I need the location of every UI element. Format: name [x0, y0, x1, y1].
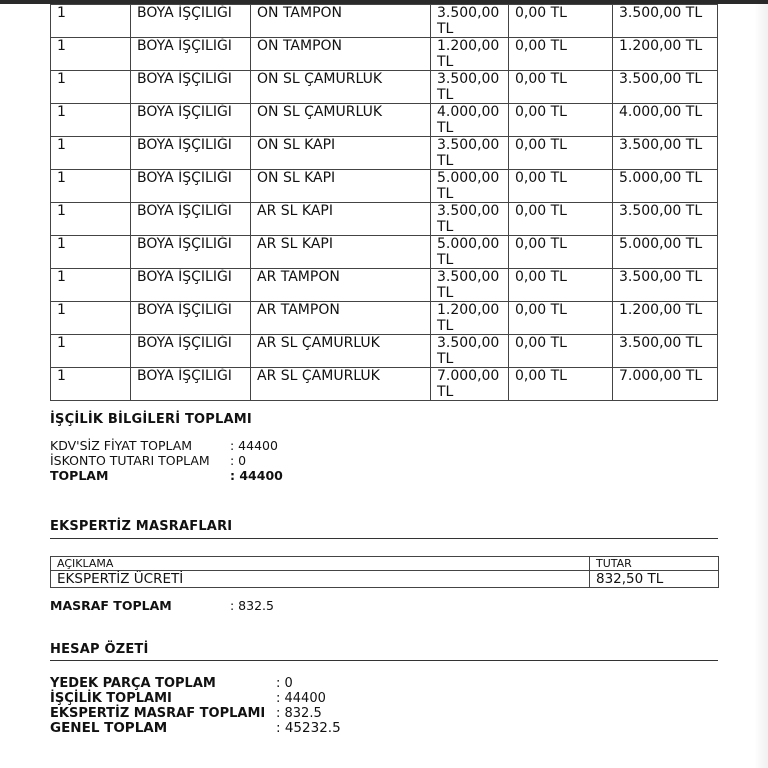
expertise-title: EKSPERTİZ MASRAFLARI — [50, 519, 233, 534]
labor-type-cell: BOYA İŞÇILIĞI — [131, 236, 251, 269]
labor-part-cell: ÖN SL ÇAMURLUK — [251, 71, 431, 104]
table-row — [51, 236, 718, 269]
photo-shade — [754, 0, 768, 768]
labor-table — [50, 4, 717, 401]
labor-part-cell: ÖN SL KAPI — [251, 137, 431, 170]
labor-qty-cell: 1 — [51, 5, 131, 38]
labor-type-cell: BOYA İŞÇILIĞI — [131, 203, 251, 236]
labor-part-cell: AR SL ÇAMURLUK — [251, 335, 431, 368]
labor-total-cell: 5.000,00 TL — [613, 236, 718, 269]
labor-part-cell: AR SL KAPI — [251, 203, 431, 236]
labor-part-cell: AR TAMPON — [251, 269, 431, 302]
labor-price-cell: 3.500,00 TL — [431, 71, 509, 104]
labor-price-cell: 4.000,00 TL — [431, 104, 509, 137]
table-row — [51, 71, 718, 104]
labor-price-cell: 3.500,00 TL — [431, 269, 509, 302]
account-summary-title: HESAP ÖZETİ — [50, 642, 149, 657]
labor-discount-cell: 0,00 TL — [509, 170, 613, 203]
labor-type-cell: BOYA İŞÇILIĞI — [131, 5, 251, 38]
labor-qty-cell: 1 — [51, 368, 131, 401]
labor-qty-cell: 1 — [51, 236, 131, 269]
expertise-item-amount: 832,50 TL — [590, 571, 719, 588]
labor-type-cell: BOYA İŞÇILIĞI — [131, 38, 251, 71]
labor-total-cell: 3.500,00 TL — [613, 137, 718, 170]
labor-discount-cell: 0,00 TL — [509, 203, 613, 236]
labor-total-cell: 3.500,00 TL — [613, 5, 718, 38]
account-summary-value: : 45232.5 — [276, 720, 341, 736]
labor-part-cell: ÖN SL ÇAMURLUK — [251, 104, 431, 137]
col-amount-header: TUTAR — [590, 557, 719, 571]
labor-part-cell: ÖN TAMPON — [251, 5, 431, 38]
labor-price-cell: 5.000,00 TL — [431, 236, 509, 269]
labor-total-cell: 3.500,00 TL — [613, 203, 718, 236]
expense-total-value: : 832.5 — [230, 598, 274, 613]
labor-type-cell: BOYA İŞÇILIĞI — [131, 71, 251, 104]
labor-summary-title: İŞÇİLİK BİLGİLERİ TOPLAMI — [50, 412, 252, 427]
account-summary-value: : 832.5 — [276, 706, 322, 721]
labor-total-cell: 1.200,00 TL — [613, 38, 718, 71]
account-summary-value: : 44400 — [276, 691, 326, 706]
labor-part-cell: AR TAMPON — [251, 302, 431, 335]
labor-qty-cell: 1 — [51, 269, 131, 302]
labor-type-cell: BOYA İŞÇILIĞI — [131, 104, 251, 137]
labor-total-cell: 5.000,00 TL — [613, 170, 718, 203]
account-summary-label: YEDEK PARÇA TOPLAM — [50, 676, 216, 691]
labor-type-cell: BOYA İŞÇILIĞI — [131, 368, 251, 401]
labor-price-cell: 1.200,00 TL — [431, 38, 509, 71]
labor-discount-cell: 0,00 TL — [509, 269, 613, 302]
col-description-header: AÇIKLAMA — [51, 557, 590, 571]
labor-part-cell: ÖN TAMPON — [251, 38, 431, 71]
labor-total-cell: 4.000,00 TL — [613, 104, 718, 137]
labor-discount-cell: 0,00 TL — [509, 302, 613, 335]
labor-qty-cell: 1 — [51, 137, 131, 170]
labor-price-cell: 5.000,00 TL — [431, 170, 509, 203]
labor-price-cell: 7.000,00 TL — [431, 368, 509, 401]
table-row — [51, 104, 718, 137]
labor-total-cell: 1.200,00 TL — [613, 302, 718, 335]
labor-price-cell: 3.500,00 TL — [431, 5, 509, 38]
table-row — [51, 203, 718, 236]
labor-qty-cell: 1 — [51, 71, 131, 104]
summary-value: : 0 — [230, 453, 247, 468]
labor-discount-cell: 0,00 TL — [509, 38, 613, 71]
labor-discount-cell: 0,00 TL — [509, 335, 613, 368]
labor-type-cell: BOYA İŞÇILIĞI — [131, 269, 251, 302]
labor-part-cell: AR SL ÇAMURLUK — [251, 368, 431, 401]
account-summary-label: İŞÇİLİK TOPLAMI — [50, 691, 172, 706]
account-summary-label: EKSPERTİZ MASRAF TOPLAMI — [50, 706, 266, 721]
labor-total-cell: 3.500,00 TL — [613, 335, 718, 368]
labor-total-cell: 3.500,00 TL — [613, 269, 718, 302]
table-row — [51, 368, 718, 401]
labor-price-cell: 3.500,00 TL — [431, 335, 509, 368]
table-row — [51, 335, 718, 368]
labor-discount-cell: 0,00 TL — [509, 104, 613, 137]
account-summary-value: : 0 — [276, 676, 293, 691]
labor-part-cell: AR SL KAPI — [251, 236, 431, 269]
labor-qty-cell: 1 — [51, 203, 131, 236]
summary-value: : 44400 — [230, 438, 278, 453]
table-row — [51, 38, 718, 71]
expense-total-label: MASRAF TOPLAM — [50, 598, 172, 613]
labor-total-cell: 7.000,00 TL — [613, 368, 718, 401]
labor-discount-cell: 0,00 TL — [509, 236, 613, 269]
table-row — [51, 269, 718, 302]
summary-value: : 44400 — [230, 468, 283, 483]
section-divider — [50, 660, 718, 661]
labor-discount-cell: 0,00 TL — [509, 368, 613, 401]
labor-qty-cell: 1 — [51, 38, 131, 71]
labor-qty-cell: 1 — [51, 335, 131, 368]
labor-total-cell: 3.500,00 TL — [613, 71, 718, 104]
summary-label: TOPLAM — [50, 468, 109, 483]
labor-type-cell: BOYA İŞÇILIĞI — [131, 137, 251, 170]
table-row — [51, 302, 718, 335]
summary-label: KDV'SİZ FİYAT TOPLAM — [50, 438, 193, 453]
labor-type-cell: BOYA İŞÇILIĞI — [131, 335, 251, 368]
labor-price-cell: 3.500,00 TL — [431, 137, 509, 170]
account-summary-label: GENEL TOPLAM — [50, 720, 168, 736]
expertise-item-description: EKSPERTİZ ÜCRETİ — [51, 571, 590, 588]
labor-price-cell: 1.200,00 TL — [431, 302, 509, 335]
labor-qty-cell: 1 — [51, 104, 131, 137]
labor-qty-cell: 1 — [51, 170, 131, 203]
table-row — [51, 170, 718, 203]
labor-price-cell: 3.500,00 TL — [431, 203, 509, 236]
labor-type-cell: BOYA İŞÇILIĞI — [131, 170, 251, 203]
labor-discount-cell: 0,00 TL — [509, 5, 613, 38]
table-row — [51, 137, 718, 170]
labor-discount-cell: 0,00 TL — [509, 71, 613, 104]
labor-discount-cell: 0,00 TL — [509, 137, 613, 170]
summary-label: İSKONTO TUTARI TOPLAM — [50, 453, 210, 468]
expertise-table — [50, 556, 718, 588]
labor-qty-cell: 1 — [51, 302, 131, 335]
labor-type-cell: BOYA İŞÇILIĞI — [131, 302, 251, 335]
labor-part-cell: ÖN SL KAPI — [251, 170, 431, 203]
table-row — [51, 5, 718, 38]
section-divider — [50, 538, 718, 539]
